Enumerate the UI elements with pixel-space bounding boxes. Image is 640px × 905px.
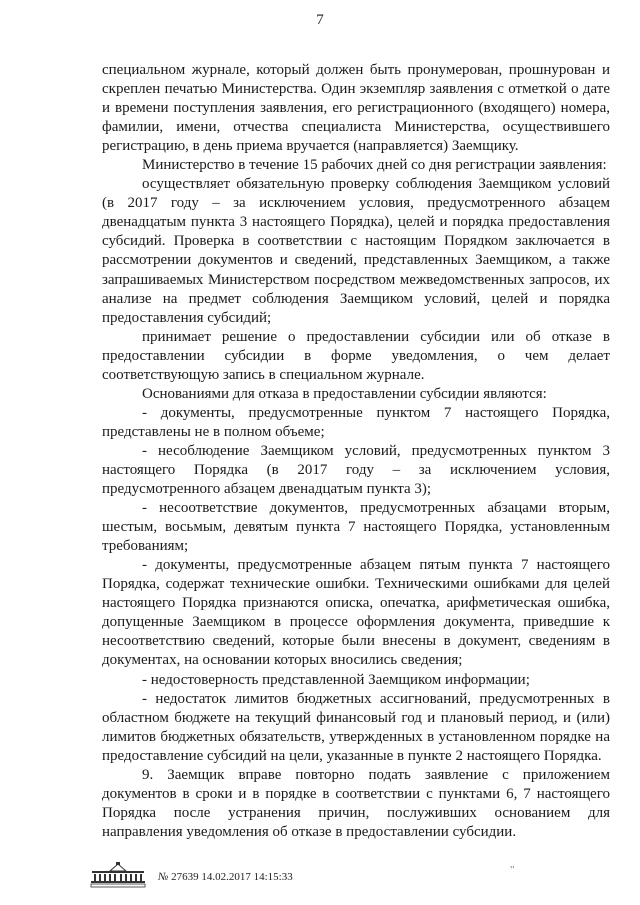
paragraph-1: специальном журнале, который должен быть пронумерован, прошнурован и скреплен печатью Министерства. Один экземпляр заявления с отметкой о дате и времени поступления заявления, его регистрационного (входящего) номера, фамилии, имени, отчества специалиста Министерства, осуществившего регистрацию, в день приема вручается (направляется) Заемщику. [102,62,610,155]
building-logo-icon [90,862,146,888]
paragraph-9: 9. Заемщик вправе повторно подать заявление с приложением документов в сроки и в порядке в соответствии с пунктами 6, 7 настоящего Порядка после устранения причин, послуживших основанием для направления уведомления об отказе в предоставлении субсидии. [102,766,610,840]
list-item-5: - недостоверность представленной Заемщиком информации; [142,671,530,688]
document-stamp [158,871,293,883]
document-body [102,61,610,842]
list-item-6: - недостаток лимитов бюджетных ассигнований, предусмотренных в областном бюджете на текущий финансовый год и плановый период, и (или) лимитов бюджетных обязательств, утвержденных в установленном порядке на предоставление субсидий на цели, указанные в пункте 2 настоящего Порядка. [102,690,610,764]
paragraph-2: Министерство в течение 15 рабочих дней со дня регистрации заявления: [142,157,607,174]
paragraph-3: осуществляет обязательную проверку соблюдения Заемщиком условий (в 2017 году – за исключением условия, предусмотренного абзацем двенадцатым пункта 3 настоящего Порядка), целей и порядка предоставления субсидий. Проверка в соответствии с настоящим Порядком заключается в рассмотрении документов и сведений, представленных Заемщиком, а также запрашиваемых Министерством посредством межведомственных запросов, их анализе на предмет соблюдения Заемщиком условий, целей и порядка предоставления субсидий; [102,176,610,326]
document-number: 27639 [171,871,199,883]
list-item-1: - документы, предусмотренные пунктом 7 настоящего Порядка, представлены не в полном объеме; [102,404,610,440]
list-item-4: - документы, предусмотренные абзацем пятым пункта 7 настоящего Порядка, содержат технические ошибки. Техническими ошибками для целей настоящего Порядка признаются описка, опечатка, арифметическая ошибка, допущенные Заемщиком в процессе оформления документа, приведшие к несоответствию сведений, которые были внесены в документ, сведениям в документах, на основании которых вносились сведения; [102,557,610,669]
document-datetime: 14.02.2017 14:15:33 [201,871,293,883]
margin-mark: " [510,864,515,876]
list-item-3: - несоответствие документов, предусмотренных абзацами вторым, шестым, восьмым, девятым пункта 7 настоящего Порядка, установленным требованиям; [102,500,610,555]
number-sign: № [158,871,169,883]
paragraph-4: принимает решение о предоставлении субсидии или об отказе в предоставлении субсидии в форме уведомления, о чем делает соответствующую запись в специальном журнале. [102,328,610,383]
document-footer [90,862,610,892]
list-item-2: - несоблюдение Заемщиком условий, предусмотренных пунктом 3 настоящего Порядка (в 2017 году – за исключением условия, предусмотренного абзацем двенадцатым пункта 3); [102,442,610,498]
page-number: 7 [316,12,324,28]
paragraph-5: Основаниями для отказа в предоставлении субсидии являются: [142,385,547,402]
